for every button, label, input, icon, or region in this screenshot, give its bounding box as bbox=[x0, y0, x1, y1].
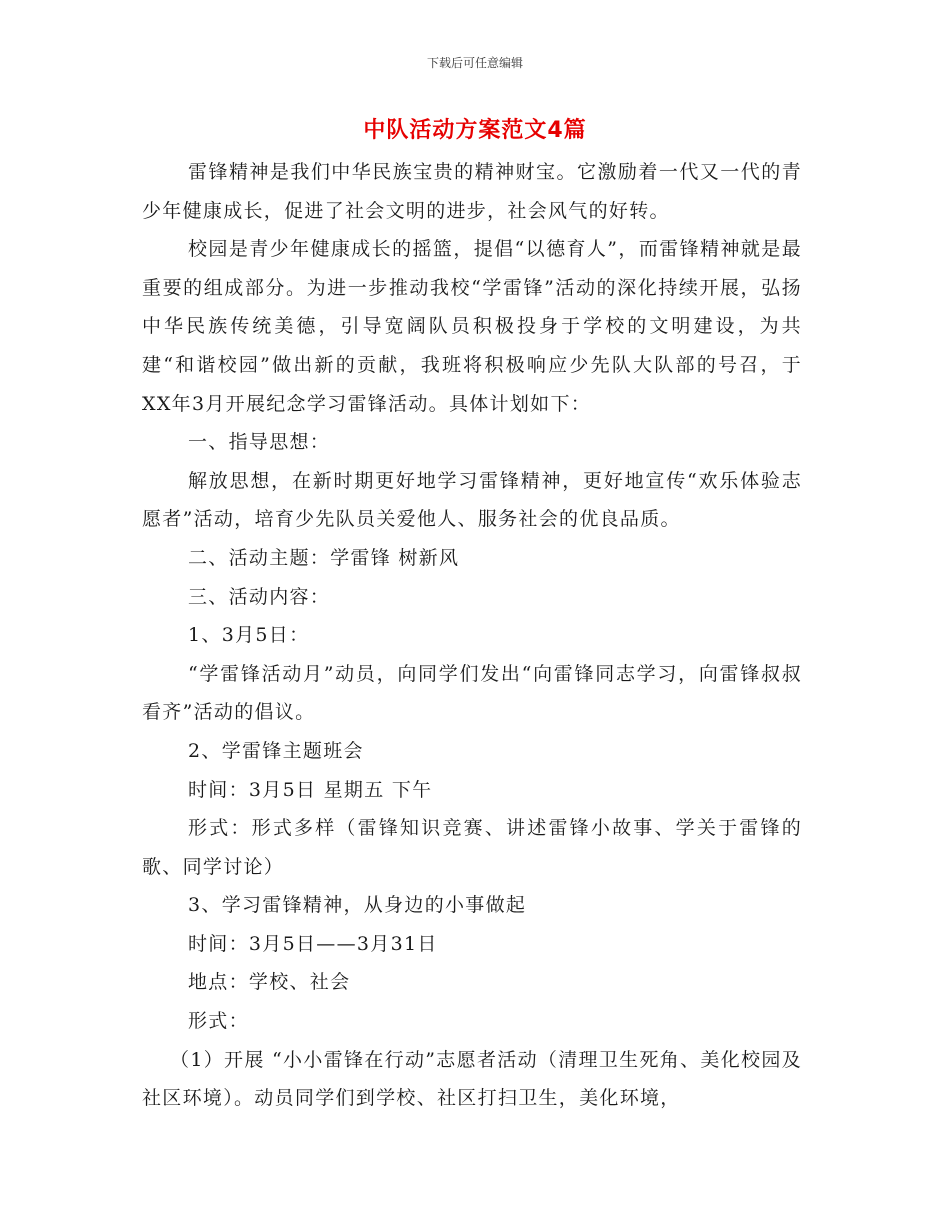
document-body bbox=[142, 153, 802, 1118]
item-3-format-detail: （1）开展 “小小雷锋在行动”志愿者活动（清理卫生死角、美化校园及社区环境）。动员同学们到学校、社区打扫卫生，美化环境， bbox=[142, 1048, 802, 1110]
header-note: 下载后可任意编辑 bbox=[426, 56, 523, 70]
paragraph-intro: 雷锋精神是我们中华民族宝贵的精神财宝。它激励着一代又一代的青少年健康成长，促进了社会文明的进步，社会风气的好转。 bbox=[142, 161, 802, 222]
item-2-format: 形式：形式多样（雷锋知识竞赛、讲述雷锋小故事、学关于雷锋的歌、同学讨论） bbox=[142, 817, 802, 878]
section-heading-theme: 二、活动主题：学雷锋 树新风 bbox=[188, 546, 460, 569]
document-title: 中队活动方案范文4篇 bbox=[363, 118, 587, 143]
item-2-time: 时间：3月5日 星期五 下午 bbox=[188, 778, 433, 801]
item-3-time: 时间：3月5日——3月31日 bbox=[188, 932, 438, 955]
paragraph-background: 校园是青少年健康成长的摇篮，提倡“以德育人”，而雷锋精神就是最重要的组成部分。为进一步推动我校“学雷锋”活动的深化持续开展，弘扬中华民族传统美德，引导宽阔队员积极投身于学校的文明建设，为共建“和谐校园”做出新的贡献，我班将积极响应少先队大队部的号召，于XX年3月开展纪念学习雷锋活动。具体计划如下： bbox=[142, 238, 802, 415]
section-heading-guiding-idea: 一、指导思想： bbox=[188, 431, 331, 454]
item-heading-3: 3、学习雷锋精神，从身边的小事做起 bbox=[188, 894, 527, 917]
paragraph-item-1: “学雷锋活动月”动员，向同学们发出“向雷锋同志学习，向雷锋叔叔看齐”活动的倡议。 bbox=[142, 662, 802, 724]
item-heading-2: 2、学雷锋主题班会 bbox=[188, 739, 364, 762]
section-heading-content: 三、活动内容： bbox=[188, 585, 331, 608]
item-3-location: 地点：学校、社会 bbox=[188, 971, 351, 994]
item-3-format-label: 形式： bbox=[188, 1010, 249, 1033]
paragraph-guiding-idea: 解放思想，在新时期更好地学习雷锋精神，更好地宣传“欢乐体验志愿者”活动，培育少先队员关爱他人、服务社会的优良品质。 bbox=[142, 469, 802, 531]
item-heading-1: 1、3月5日： bbox=[188, 624, 310, 647]
